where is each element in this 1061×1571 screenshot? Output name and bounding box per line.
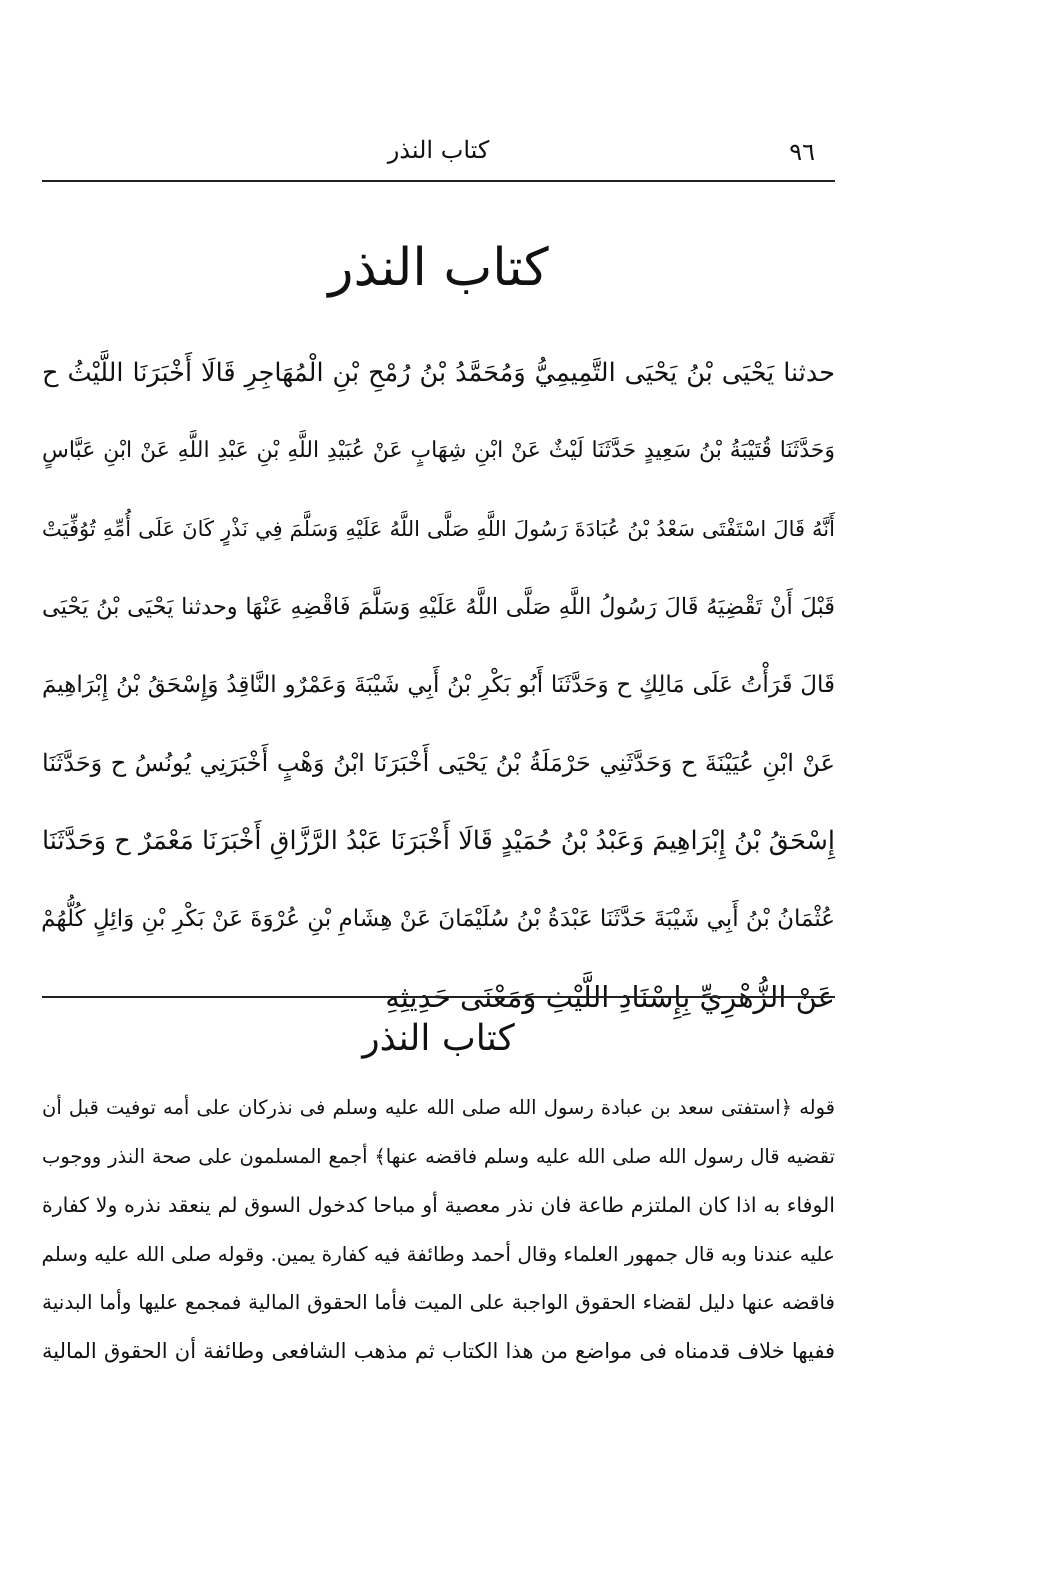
hadith-line: حدثنا يَحْيَى بْنُ يَحْيَى التَّمِيمِيُّ وَمُحَمَّدُ بْنُ رُمْحِ بْنِ الْمُهَاجِرِ قَالَا أَخْبَرَنَا اللَّيْثُ ح — [42, 358, 835, 388]
hadith-text — [42, 338, 835, 1040]
commentary-line: فاقضه عنها دليل لقضاء الحقوق الواجبة على الميت فأما الحقوق المالية فمجمع عليها وأما البدنية — [42, 1290, 835, 1314]
hadith-line: أَنَّهُ قَالَ اسْتَفْتَى سَعْدُ بْنُ عُبَادَةَ رَسُولَ اللَّهِ صَلَّى اللَّهُ عَلَيْهِ وَسَلَّمَ فِي نَذْرٍ كَانَ عَلَى أُمِّهِ تُوُفِّيَتْ — [42, 517, 835, 541]
hadith-line: عَنْ الزُّهْرِيِّ بِإِسْنَادِ اللَّيْثِ وَمَعْنَى حَدِيثِهِ — [385, 980, 835, 1014]
hadith-line: قَبْلَ أَنْ تَقْضِيَهُ قَالَ رَسُولُ اللَّهِ صَلَّى اللَّهُ عَلَيْهِ وَسَلَّمَ فَاقْضِهِ عَنْهَا وحدثنا يَحْيَى بْنُ يَحْيَى — [42, 594, 835, 620]
commentary-line: تقضيه قال رسول الله صلى الله عليه وسلم فاقضه عنها﴾ أجمع المسلمون على صحة النذر ووجوب — [42, 1144, 835, 1168]
section-divider — [42, 996, 835, 998]
page-number: ٩٦ — [789, 138, 815, 166]
hadith-line: وَحَدَّثَنَا قُتَيْبَةُ بْنُ سَعِيدٍ حَدَّثَنَا لَيْثٌ عَنْ ابْنِ شِهَابٍ عَنْ عُبَيْدِ اللَّهِ بْنِ عَبْدِ اللَّهِ عَنْ ابْنِ عَبَّاسٍ — [42, 438, 835, 463]
hadith-line: إِسْحَقُ بْنُ إِبْرَاهِيمَ وَعَبْدُ بْنُ حُمَيْدٍ قَالَا أَخْبَرَنَا عَبْدُ الرَّزَّاقِ أَخْبَرَنَا مَعْمَرٌ ح وَحَدَّثَنَا — [42, 826, 835, 856]
chapter-title: كتاب النذر — [328, 238, 549, 298]
running-title: كتاب النذر — [387, 136, 490, 164]
hadith-line: قَالَ قَرَأْتُ عَلَى مَالِكٍ ح وَحَدَّثَنَا أَبُو بَكْرِ بْنُ أَبِي شَيْبَةَ وَعَمْرٌو النَّاقِدُ وَإِسْحَقُ بْنُ إِبْرَاهِيمَ — [42, 672, 835, 698]
commentary-line: ففيها خلاف قدمناه فى مواضع من هذا الكتاب ثم مذهب الشافعى وطائفة أن الحقوق المالية — [42, 1338, 835, 1363]
hadith-line: عَنْ ابْنِ عُيَيْنَةَ ح وَحَدَّثَنِي حَرْمَلَةُ بْنُ يَحْيَى أَخْبَرَنَا ابْنُ وَهْبٍ أَخْبَرَنِي يُونُسُ ح وَحَدَّثَنَا — [42, 749, 835, 777]
commentary-line: الوفاء به اذا كان الملتزم طاعة فان نذر معصية أو مباحا كدخول السوق لم ينعقد نذره ولا كفارة — [42, 1193, 835, 1217]
commentary-line: عليه عندنا وبه قال جمهور العلماء وقال أحمد وطائفة فيه كفارة يمين. وقوله صلى الله عليه وسلم — [41, 1241, 835, 1266]
commentary-text — [42, 1086, 835, 1377]
running-header — [42, 128, 835, 176]
hadith-line: عُثْمَانُ بْنُ أَبِي شَيْبَةَ حَدَّثَنَا عَبْدَةُ بْنُ سُلَيْمَانَ عَنْ هِشَامِ بْنِ عُرْوَةَ عَنْ بَكْرِ بْنِ وَائِلٍ كُلُّهُمْ — [41, 906, 835, 932]
commentary-line: قوله ﴿استفتى سعد بن عبادة رسول الله صلى الله عليه وسلم فى نذركان على أمه توفيت قبل أن — [42, 1096, 835, 1119]
header-divider — [42, 180, 835, 182]
commentary-title: كتاب النذر — [362, 1018, 515, 1059]
